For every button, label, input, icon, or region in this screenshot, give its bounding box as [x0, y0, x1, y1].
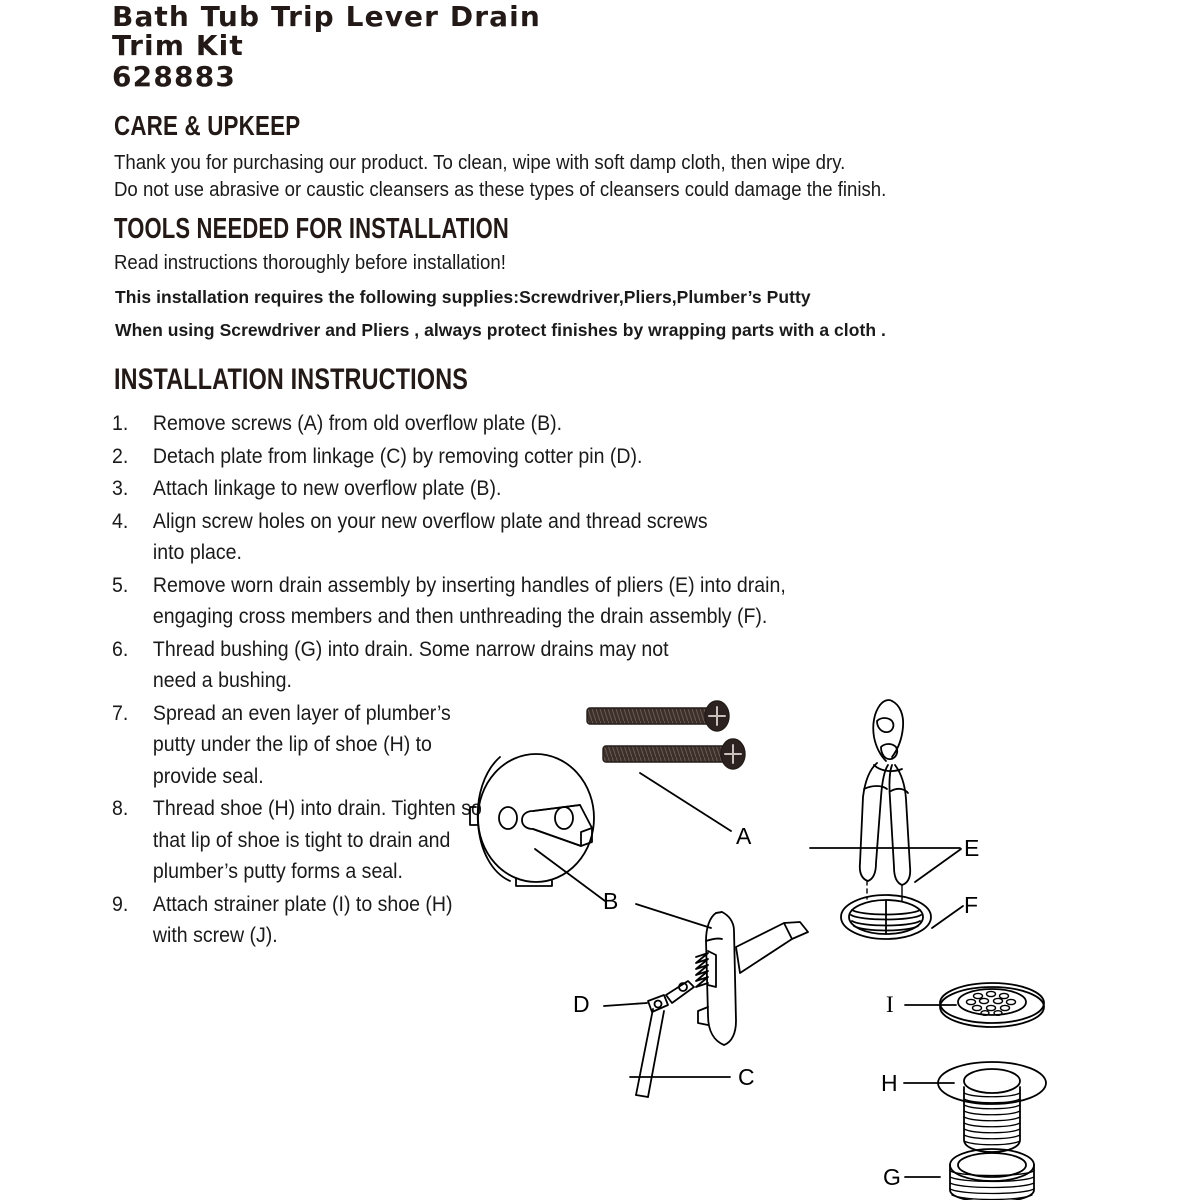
leader-line-f — [932, 906, 963, 928]
step-text: Align screw holes on your new overflow plate and thread screws into place. — [152, 509, 708, 564]
read-instructions-text: Read instructions thoroughly before installation! — [114, 252, 506, 274]
product-title-line-1: Bath Tub Trip Lever Drain — [112, 0, 541, 33]
leader-line-b-lower — [636, 904, 711, 928]
bushing-art — [950, 1149, 1034, 1200]
step-number: 2. — [112, 444, 129, 468]
callout-label-c: C — [738, 1064, 755, 1090]
care-line-1: Thank you for purchasing our product. To clean, wipe with soft damp cloth, then wipe dry. — [114, 152, 846, 174]
model-number: 628883 — [112, 60, 237, 93]
step-number: 7. — [112, 701, 129, 725]
step-text: Remove worn drain assembly by inserting handles of pliers (E) into drain, engaging cross members and then unthreading the drain assembly (F). — [152, 573, 786, 628]
leader-line-e — [915, 849, 961, 882]
leader-line-d — [604, 1003, 647, 1006]
drain-assembly-art — [841, 895, 931, 939]
step-number: 9. — [112, 892, 129, 916]
list-item — [112, 698, 488, 793]
step-text: Thread bushing (G) into drain. Some narrow drains may not need a bushing. — [152, 637, 669, 692]
care-line-2: Do not use abrasive or caustic cleansers as these types of cleansers could damage the finish. — [114, 179, 887, 201]
step-text: Remove screws (A) from old overflow plate (B). — [152, 412, 563, 435]
product-title-line-2: Trim Kit — [112, 29, 244, 62]
linkage-assembly-art — [636, 904, 808, 1097]
overflow-plate-art — [470, 754, 594, 886]
callout-label-g: G — [883, 1164, 901, 1190]
page-title — [112, 2, 872, 60]
protect-finishes-text: When using Screwdriver and Pliers , always protect finishes by wrapping parts with a cloth . — [115, 320, 886, 340]
callout-label-a: A — [736, 823, 752, 849]
callout-label-h: H — [881, 1070, 898, 1096]
shoe-art — [938, 1062, 1046, 1152]
installation-instructions-heading: INSTALLATION INSTRUCTIONS — [114, 363, 469, 396]
list-item — [112, 441, 804, 473]
tools-needed-heading: TOOLS NEEDED FOR INSTALLATION — [114, 213, 510, 245]
list-item — [112, 408, 804, 440]
list-item — [112, 473, 804, 505]
callout-label-b: B — [603, 888, 619, 914]
step-number: 8. — [112, 797, 129, 820]
step-number: 1. — [112, 412, 129, 435]
pliers-art — [860, 700, 910, 901]
exploded-parts-diagram — [440, 685, 1200, 1200]
callout-label-d: D — [573, 991, 590, 1017]
required-supplies-text: This installation requires the following supplies:Screwdriver,Pliers,Plumber’s Putty — [115, 287, 811, 307]
list-item — [112, 889, 488, 952]
step-text: Spread an even layer of plumber’s putty under the lip of shoe (H) to provide seal. — [152, 701, 451, 788]
list-item — [112, 506, 730, 569]
callout-label-e: E — [964, 835, 980, 861]
step-number: 6. — [112, 637, 129, 661]
step-text: Attach strainer plate (I) to shoe (H) with screw (J). — [152, 892, 453, 947]
care-and-upkeep-heading: CARE & UPKEEP — [114, 110, 301, 141]
step-text: Detach plate from linkage (C) by removing cotter pin (D). — [152, 444, 643, 468]
leader-line-b-upper — [535, 849, 605, 901]
list-item — [112, 793, 488, 888]
leader-line-a — [640, 773, 731, 831]
care-and-upkeep-text — [114, 150, 1118, 204]
step-number: 4. — [112, 509, 129, 533]
step-text: Thread shoe (H) into drain. Tighten so that lip of shoe is tight to drain and plumber’s putty forms a seal. — [152, 797, 482, 883]
step-number: 3. — [112, 477, 129, 500]
callout-label-f: F — [964, 892, 979, 918]
step-text: Attach linkage to new overflow plate (B). — [152, 477, 502, 500]
step-number: 5. — [112, 573, 129, 597]
callout-label-i: I — [886, 992, 894, 1017]
screws-art — [587, 701, 745, 769]
list-item — [112, 570, 795, 633]
